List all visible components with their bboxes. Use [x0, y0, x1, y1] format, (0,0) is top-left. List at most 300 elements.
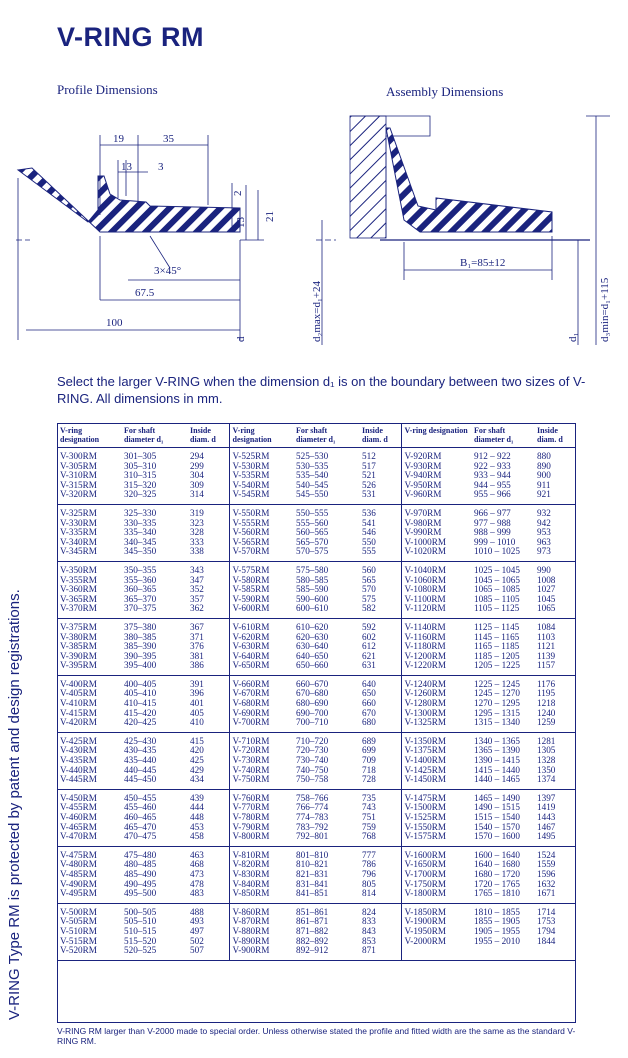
shaft-range: 560–565	[296, 527, 329, 538]
col-inside-2: Inside diam. d	[359, 423, 401, 448]
ring-designation: V-445RM	[60, 774, 97, 785]
inside-diameter: 347	[190, 574, 204, 585]
ring-designation: V-310RM	[60, 470, 97, 481]
shaft-range: 821–831	[296, 868, 329, 879]
shaft-range: 585–590	[296, 584, 329, 595]
table-cell	[471, 846, 534, 903]
dim-d1: d₁	[567, 332, 579, 342]
ring-designation: V-640RM	[232, 650, 270, 661]
shaft-range: 520–525	[124, 945, 157, 956]
table-cell	[401, 618, 471, 675]
shaft-range: 445–450	[124, 774, 157, 785]
inside-diameter: 357	[190, 593, 204, 604]
ring-designation: V-1240RM	[404, 678, 447, 689]
shaft-range: 1465 – 1490	[474, 792, 520, 803]
ring-designation: V-1120RM	[404, 603, 446, 614]
ring-designation: V-455RM	[60, 802, 97, 813]
table-cell	[229, 561, 293, 618]
inside-diameter: 434	[190, 774, 204, 785]
shaft-range: 380–385	[124, 631, 157, 642]
shaft-range: 774–783	[296, 812, 329, 822]
ring-designation: V-365RM	[60, 593, 97, 604]
table-cell	[121, 504, 187, 561]
ring-designation: V-620RM	[232, 631, 270, 642]
shaft-range: 1270 – 1295	[474, 698, 520, 709]
inside-diameter: 843	[362, 925, 376, 936]
shaft-range: 535–540	[296, 470, 329, 481]
ring-designation: V-435RM	[60, 755, 97, 766]
inside-diameter: 367	[190, 621, 204, 632]
ring-designation: V-1475RM	[404, 792, 447, 803]
inside-diameter: 521	[362, 470, 376, 481]
inside-diameter: 429	[190, 764, 204, 775]
table-cell	[534, 903, 576, 960]
table-cell	[401, 675, 471, 732]
shaft-range: 480–485	[124, 859, 157, 870]
ring-designation: V-340RM	[60, 536, 97, 547]
ring-designation: V-565RM	[232, 536, 270, 547]
shaft-range: 955 – 966	[474, 489, 511, 500]
table-cell	[359, 732, 401, 789]
shaft-range: 783–792	[296, 821, 329, 832]
inside-diameter: 512	[362, 451, 376, 461]
ring-designation: V-515RM	[60, 935, 97, 946]
ring-designation: V-360RM	[60, 584, 97, 595]
shaft-range: 1045 – 1065	[474, 574, 520, 585]
col-shaft-3: For shaft diameter d₁	[471, 423, 534, 448]
ring-designation: V-1140RM	[404, 621, 446, 632]
table-cell	[359, 561, 401, 618]
shaft-range: 485–490	[124, 868, 157, 879]
inside-diameter: 942	[537, 517, 551, 528]
inside-diameter: 1281	[537, 735, 556, 746]
inside-diameter: 650	[362, 688, 376, 699]
dim-19: 19	[113, 133, 124, 145]
shaft-range: 810–821	[296, 859, 329, 870]
inside-diameter: 1195	[537, 688, 556, 699]
shaft-range: 590–600	[296, 593, 329, 604]
ring-designation: V-495RM	[60, 888, 97, 899]
ring-designation: V-325RM	[60, 507, 97, 518]
ring-designation: V-1950RM	[404, 925, 447, 936]
ring-designation: V-415RM	[60, 707, 97, 718]
shaft-range: 1855 – 1905	[474, 916, 520, 927]
inside-diameter: 709	[362, 755, 376, 766]
inside-diameter: 1397	[537, 792, 556, 803]
table-cell	[57, 903, 121, 960]
table-cell	[229, 789, 293, 846]
inside-diameter: 680	[362, 717, 376, 728]
table-row	[57, 504, 576, 561]
table-cell	[534, 675, 576, 732]
table-row	[57, 903, 576, 960]
table-cell	[293, 618, 359, 675]
shaft-range: 550–555	[296, 507, 329, 518]
ring-designation: V-580RM	[232, 574, 270, 585]
table-cell	[293, 903, 359, 960]
table-cell	[293, 675, 359, 732]
ring-designation: V-560RM	[232, 527, 270, 538]
ring-designation: V-1200RM	[404, 650, 447, 661]
table-cell	[401, 789, 471, 846]
inside-diameter: 517	[362, 460, 376, 471]
shaft-range: 325–330	[124, 507, 157, 518]
dim-13b: 13	[235, 217, 247, 228]
shaft-range: 1765 – 1810	[474, 888, 520, 899]
ring-designation: V-395RM	[60, 660, 97, 671]
inside-diameter: 507	[190, 945, 204, 956]
ring-designation: V-425RM	[60, 735, 97, 746]
inside-diameter: 814	[362, 888, 376, 899]
shaft-range: 1955 – 2010	[474, 935, 520, 946]
ring-designation: V-1300RM	[404, 707, 447, 718]
inside-diameter: 323	[190, 517, 204, 528]
shaft-range: 340–345	[124, 536, 157, 547]
ring-designation: V-400RM	[60, 678, 97, 689]
ring-designation: V-1020RM	[404, 546, 447, 557]
shaft-range: 912 – 922	[474, 451, 511, 461]
table-cell	[187, 903, 229, 960]
shaft-range: 350–355	[124, 564, 157, 575]
shaft-range: 1225 – 1245	[474, 678, 520, 689]
inside-diameter: 990	[537, 564, 551, 575]
ring-designation: V-480RM	[60, 859, 97, 870]
shaft-range: 1085 – 1105	[474, 593, 520, 604]
inside-diameter: 536	[362, 507, 376, 518]
table-cell	[229, 732, 293, 789]
ring-designation: V-1500RM	[404, 802, 447, 813]
ring-designation: V-1375RM	[404, 745, 447, 756]
shaft-range: 570–575	[296, 546, 329, 557]
inside-diameter: 565	[362, 574, 376, 585]
shaft-range: 345–350	[124, 546, 157, 557]
inside-diameter: 1374	[537, 774, 556, 785]
ring-designation: V-760RM	[232, 792, 270, 803]
ring-designation: V-530RM	[232, 460, 270, 471]
ring-designation: V-1425RM	[404, 764, 447, 775]
inside-diameter: 602	[362, 631, 376, 642]
ring-designation: V-1080RM	[404, 584, 447, 595]
inside-diameter: 699	[362, 745, 376, 756]
col-inside-1: Inside diam. d	[187, 423, 229, 448]
shaft-range: 801–810	[296, 849, 329, 860]
inside-diameter: 728	[362, 774, 376, 785]
ring-designation: V-740RM	[232, 764, 270, 775]
inside-diameter: 777	[362, 849, 376, 860]
inside-diameter: 468	[190, 859, 204, 870]
dim-100: 100	[106, 317, 123, 329]
ring-designation: V-1220RM	[404, 660, 447, 671]
inside-diameter: 689	[362, 735, 376, 746]
ring-designation: V-410RM	[60, 698, 97, 709]
table-cell	[534, 846, 576, 903]
table-cell	[57, 789, 121, 846]
ring-designation: V-880RM	[232, 925, 270, 936]
ring-designation: V-1260RM	[404, 688, 447, 699]
shaft-range: 500–505	[124, 906, 157, 917]
inside-diameter: 932	[537, 507, 551, 518]
inside-diameter: 921	[537, 489, 551, 500]
shaft-range: 1440 – 1465	[474, 774, 520, 785]
table-cell	[121, 903, 187, 960]
shaft-range: 455–460	[124, 802, 157, 813]
inside-diameter: 401	[190, 698, 204, 709]
dim-35: 35	[163, 133, 174, 145]
ring-designation: V-1400RM	[404, 755, 447, 766]
ring-designation: V-970RM	[404, 507, 442, 518]
ring-designation: V-585RM	[232, 584, 270, 595]
ring-designation: V-930RM	[404, 460, 442, 471]
inside-diameter: 473	[190, 868, 204, 879]
inside-diameter: 1443	[537, 812, 556, 822]
inside-diameter: 1103	[537, 631, 556, 642]
dim-d2max: d₂max=d₁+24	[311, 280, 323, 342]
ring-designation: V-1450RM	[404, 774, 447, 785]
table-cell	[471, 903, 534, 960]
shaft-range: 435–440	[124, 755, 157, 766]
ring-designation: V-730RM	[232, 755, 270, 766]
dim-3: 3	[158, 161, 164, 173]
ring-designation: V-500RM	[60, 906, 97, 917]
shaft-range: 515–520	[124, 935, 157, 946]
table-row	[57, 732, 576, 789]
ring-designation: V-690RM	[232, 707, 270, 718]
shaft-range: 640–650	[296, 650, 329, 661]
table-cell	[471, 504, 534, 561]
inside-diameter: 612	[362, 641, 376, 652]
ring-designation: V-630RM	[232, 641, 270, 652]
inside-diameter: 497	[190, 925, 204, 936]
table-cell	[121, 448, 187, 505]
ring-designation: V-1700RM	[404, 868, 447, 879]
inside-diameter: 953	[537, 527, 551, 538]
table-cell	[187, 504, 229, 561]
table-cell	[229, 903, 293, 960]
shaft-range: 999 – 1010	[474, 536, 516, 547]
shaft-range: 375–380	[124, 621, 157, 632]
ring-designation: V-820RM	[232, 859, 270, 870]
table-row	[57, 618, 576, 675]
table-cell	[471, 789, 534, 846]
ring-designation: V-1350RM	[404, 735, 447, 746]
ring-designation: V-1650RM	[404, 859, 447, 870]
shaft-range: 1720 – 1765	[474, 878, 520, 889]
ring-designation: V-800RM	[232, 831, 270, 842]
inside-diameter: 410	[190, 717, 204, 728]
shaft-range: 305–310	[124, 460, 157, 471]
shaft-range: 1205 – 1225	[474, 660, 520, 671]
shaft-range: 465–470	[124, 821, 157, 832]
ring-designation: V-485RM	[60, 868, 97, 879]
table-cell	[293, 561, 359, 618]
inside-diameter: 488	[190, 906, 204, 917]
ring-designation: V-660RM	[232, 678, 270, 689]
shaft-range: 831–841	[296, 878, 329, 889]
table-cell	[229, 504, 293, 561]
ring-designation: V-810RM	[232, 849, 270, 860]
ring-designation: V-350RM	[60, 564, 97, 575]
ring-designation: V-440RM	[60, 764, 97, 775]
inside-diameter: 444	[190, 802, 204, 813]
table-cell	[359, 789, 401, 846]
dim-chamfer: 3×45°	[154, 265, 182, 277]
ring-designation: V-990RM	[404, 527, 442, 538]
inside-diameter: 631	[362, 660, 376, 671]
ring-designation: V-430RM	[60, 745, 97, 756]
inside-diameter: 478	[190, 878, 204, 889]
inside-diameter: 1753	[537, 916, 556, 927]
shaft-range: 1600 – 1640	[474, 849, 520, 860]
shaft-range: 505–510	[124, 916, 157, 927]
inside-diameter: 640	[362, 678, 376, 689]
shaft-range: 320–325	[124, 489, 157, 500]
ring-designation: V-1000RM	[404, 536, 447, 547]
shaft-range: 1570 – 1600	[474, 831, 520, 842]
ring-designation: V-780RM	[232, 812, 270, 822]
ring-designation: V-450RM	[60, 792, 97, 803]
shaft-range: 530–535	[296, 460, 329, 471]
dim-d3min: d₃min=d₁+115	[599, 277, 611, 342]
shaft-range: 610–620	[296, 621, 329, 632]
table-cell	[229, 846, 293, 903]
table-cell	[534, 504, 576, 561]
shaft-range: 730–740	[296, 755, 329, 766]
shaft-range: 405–410	[124, 688, 157, 699]
inside-diameter: 376	[190, 641, 204, 652]
ring-designation: V-330RM	[60, 517, 97, 528]
inside-diameter: 900	[537, 470, 551, 481]
inside-diameter: 1176	[537, 678, 556, 689]
table-cell	[187, 789, 229, 846]
shaft-range: 495–500	[124, 888, 157, 899]
table-cell	[471, 561, 534, 618]
inside-diameter: 1419	[537, 802, 556, 813]
table-cell	[121, 789, 187, 846]
ring-designation: V-850RM	[232, 888, 270, 899]
table-cell	[471, 675, 534, 732]
shaft-range: 310–315	[124, 470, 157, 481]
table-cell	[121, 732, 187, 789]
inside-diameter: 805	[362, 878, 376, 889]
inside-diameter: 1559	[537, 859, 556, 870]
ring-designation: V-545RM	[232, 489, 270, 500]
inside-diameter: 1794	[537, 925, 556, 936]
shaft-range: 315–320	[124, 479, 157, 490]
ring-designation: V-475RM	[60, 849, 97, 860]
ring-designation: V-920RM	[404, 451, 442, 461]
ring-designation: V-345RM	[60, 546, 97, 557]
table-cell	[121, 618, 187, 675]
ring-designation: V-405RM	[60, 688, 97, 699]
assembly-dimensions-label: Assembly Dimensions	[386, 84, 504, 99]
shaft-range: 1515 – 1540	[474, 812, 520, 822]
inside-diameter: 786	[362, 859, 376, 870]
ring-designation: V-555RM	[232, 517, 270, 528]
shaft-range: 1680 – 1720	[474, 868, 520, 879]
col-designation-3: V-ring designation	[401, 423, 471, 448]
ring-designation: V-890RM	[232, 935, 270, 946]
technical-drawing	[0, 100, 628, 355]
ring-designation: V-510RM	[60, 925, 97, 936]
shaft-range: 766–774	[296, 802, 329, 813]
inside-diameter: 592	[362, 621, 376, 632]
ring-designation: V-1160RM	[404, 631, 446, 642]
ring-designation: V-385RM	[60, 641, 97, 652]
ring-designation: V-535RM	[232, 470, 270, 481]
shaft-range: 720–730	[296, 745, 329, 756]
table-cell	[57, 504, 121, 561]
inside-diameter: 550	[362, 536, 376, 547]
table-cell	[534, 448, 576, 505]
inside-diameter: 751	[362, 812, 376, 822]
inside-diameter: 304	[190, 470, 204, 481]
ring-designation: V-1600RM	[404, 849, 447, 860]
ring-designation: V-525RM	[232, 451, 270, 461]
inside-diameter: 502	[190, 935, 204, 946]
shaft-range: 710–720	[296, 735, 329, 746]
inside-diameter: 1328	[537, 755, 556, 766]
table-cell	[359, 846, 401, 903]
table-row	[57, 789, 576, 846]
inside-diameter: 1596	[537, 868, 556, 879]
ring-designation: V-305RM	[60, 460, 97, 471]
shaft-range: 758–766	[296, 792, 329, 803]
inside-diameter: 352	[190, 584, 204, 595]
inside-diameter: 660	[362, 698, 376, 709]
shaft-range: 1245 – 1270	[474, 688, 520, 699]
inside-diameter: 1714	[537, 906, 556, 917]
ring-designation: V-1040RM	[404, 564, 447, 575]
inside-diameter: 871	[362, 945, 376, 956]
shaft-range: 415–420	[124, 707, 157, 718]
table-cell	[121, 675, 187, 732]
shaft-range: 660–670	[296, 678, 329, 689]
table-cell	[229, 675, 293, 732]
table-row	[57, 675, 576, 732]
inside-diameter: 890	[537, 460, 551, 471]
ring-designation: V-575RM	[232, 564, 270, 575]
inside-diameter: 560	[362, 564, 376, 575]
shaft-range: 1810 – 1855	[474, 906, 520, 917]
inside-diameter: 735	[362, 792, 376, 803]
inside-diameter: 575	[362, 593, 376, 604]
ring-designation: V-1850RM	[404, 906, 447, 917]
ring-designation: V-505RM	[60, 916, 97, 927]
inside-diameter: 526	[362, 479, 376, 490]
inside-diameter: 458	[190, 831, 204, 842]
ring-designation: V-1100RM	[404, 593, 446, 604]
inside-diameter: 415	[190, 735, 204, 746]
shaft-range: 792–801	[296, 831, 329, 842]
ring-designation: V-1550RM	[404, 821, 447, 832]
shaft-range: 630–640	[296, 641, 329, 652]
shaft-range: 525–530	[296, 451, 329, 461]
ring-designation: V-1060RM	[404, 574, 447, 585]
shaft-range: 750–758	[296, 774, 329, 785]
shaft-range: 977 – 988	[474, 517, 511, 528]
inside-diameter: 1524	[537, 849, 556, 860]
inside-diameter: 824	[362, 906, 376, 917]
ring-designation: V-950RM	[404, 479, 442, 490]
shaft-range: 861–871	[296, 916, 329, 927]
shaft-range: 600–610	[296, 603, 329, 614]
ring-designation: V-870RM	[232, 916, 270, 927]
inside-diameter: 853	[362, 935, 376, 946]
ring-designation: V-460RM	[60, 812, 97, 822]
ring-designation: V-320RM	[60, 489, 97, 500]
table-cell	[121, 846, 187, 903]
inside-diameter: 1350	[537, 764, 556, 775]
